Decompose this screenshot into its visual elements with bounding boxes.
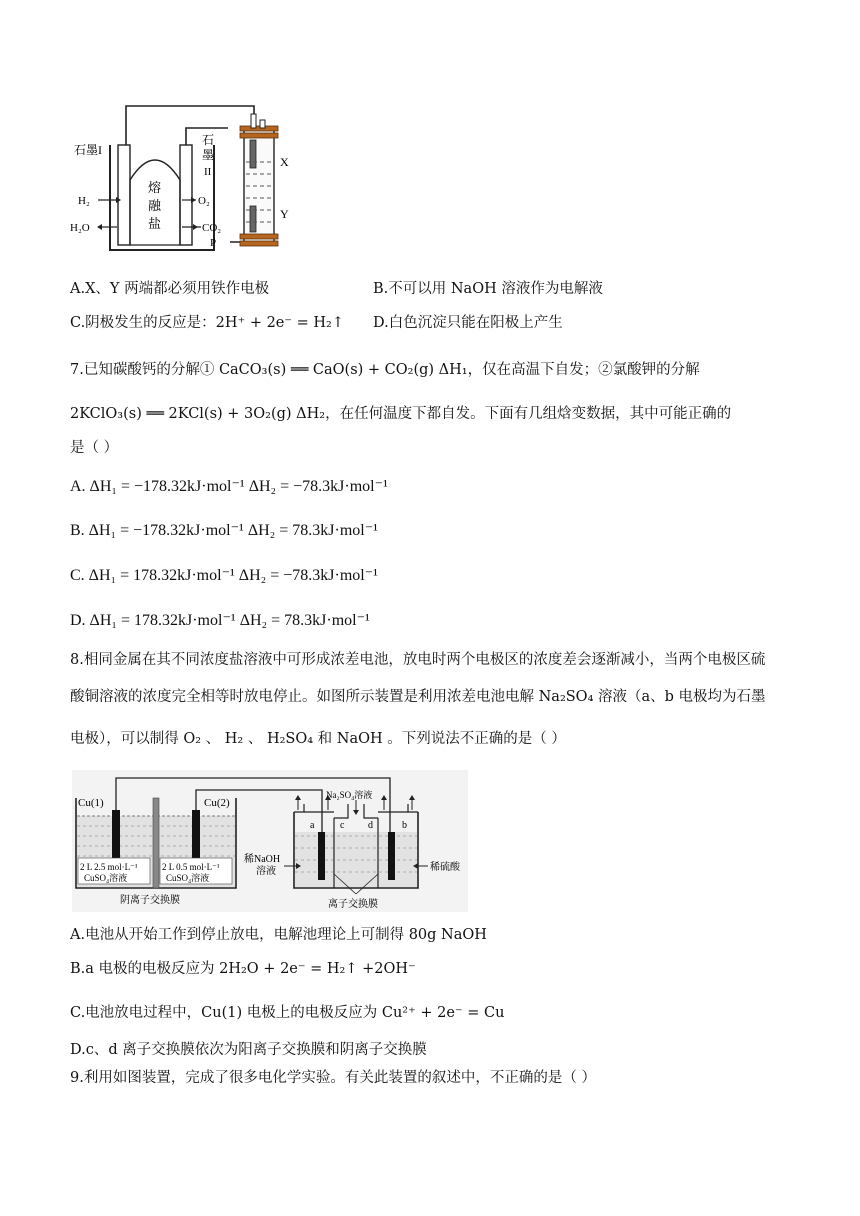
label-na2so4: Na₂SO₄溶液 [326,790,373,800]
label-naoh-2: 溶液 [256,866,276,877]
label-c: c [340,820,345,831]
label-b: b [402,820,407,831]
q6-option-d: D.白色沉淀只能在阳极上产生 [373,315,563,331]
label-x: X [280,155,289,169]
label-ion-membrane: 离子交换膜 [328,899,378,910]
fuel-cell-diagram [68,100,298,265]
label-graphite1: 石墨I [74,143,102,157]
q6-option-a: A.X、Y 两端都必须用铁作电极 [70,281,270,297]
label-graphite2-b: 墨 [202,148,215,162]
figure-concentration-cell [72,770,468,912]
label-cu1: Cu(1) [78,797,104,809]
q6-option-b: B.不可以用 NaOH 溶液作为电解液 [373,281,603,297]
label-y: Y [280,207,289,221]
label-o2: O₂ [198,195,210,207]
q7-option-a: A. ΔH₁ = −178.32kJ·mol⁻¹ ΔH₂ = −78.3kJ·mol⁻¹ [70,478,388,495]
label-sol1-conc: 2 L 2.5 mol·L⁻¹ [80,862,138,872]
q9-stem-line1: 9.利用如图装置，完成了很多电化学实验。有关此装置的叙述中，不正确的是（ ） [70,1070,596,1086]
q8-option-b: B.a 电极的电极反应为 2H₂O + 2e⁻ = H₂↑ +2OH⁻ [70,961,416,977]
label-h2: H₂ [78,195,90,207]
q7-option-c: C. ΔH₁ = 178.32kJ·mol⁻¹ ΔH₂ = −78.3kJ·mol⁻¹ [70,567,378,584]
figure-fuel-cell [68,100,298,265]
label-p: P [210,237,217,249]
label-salt-3: 盐 [148,216,162,231]
concentration-cell-diagram [72,770,468,912]
q8-stem-line1: 8.相同金属在其不同浓度盐溶液中可形成浓差电池，放电时两个电极区的浓度差会逐渐减小，当两个电极区硫 [70,652,766,668]
label-naoh-1: 稀NaOH [244,854,281,865]
label-h2so4: 稀硫酸 [430,862,460,873]
q7-stem-line3: 是（ ） [70,440,119,456]
q7-option-d: D. ΔH₁ = 178.32kJ·mol⁻¹ ΔH₂ = 78.3kJ·mol⁻¹ [70,612,370,629]
label-co2: CO₂ [202,222,222,234]
q8-option-d: D.c、d 离子交换膜依次为阳离子交换膜和阴离子交换膜 [70,1042,427,1058]
q8-stem-line3: 电极），可以制得 O₂ 、 H₂ 、 H₂SO₄ 和 NaOH 。下列说法不正确的是（ ） [70,731,566,747]
q8-option-a: A.电池从开始工作到停止放电，电解池理论上可制得 80g NaOH [70,927,487,943]
label-sol1-name: CuSO₄溶液 [84,873,128,883]
label-sol2-name: CuSO₄溶液 [166,873,210,883]
label-h2o: H₂O [70,222,90,234]
q7-stem-line1: 7.已知碳酸钙的分解① CaCO₃(s) ══ CaO(s) + CO₂(g) ΔH₁，仅在高温下自发；②氯酸钾的分解 [70,362,700,378]
q7-option-b: B. ΔH₁ = −178.32kJ·mol⁻¹ ΔH₂ = 78.3kJ·mol⁻¹ [70,522,378,539]
q8-stem-line2: 酸铜溶液的浓度完全相等时放电停止。如图所示装置是利用浓差电池电解 Na₂SO₄ 溶液（a、b 电极均为石墨 [70,689,766,705]
label-anion-membrane: 阴离子交换膜 [120,895,180,906]
label-salt-2: 融 [148,198,162,213]
q6-option-c: C.阴极发生的反应是：2H⁺ + 2e⁻ = H₂↑ [70,315,345,331]
q7-stem-line2: 2KClO₃(s) ══ 2KCl(s) + 3O₂(g) ΔH₂，在任何温度下都自发。下面有几组焓变数据，其中可能正确的 [70,406,732,422]
label-a: a [310,820,315,831]
q8-option-c: C.电池放电过程中，Cu(1) 电极上的电极反应为 Cu²⁺ + 2e⁻ = Cu [70,1005,505,1021]
label-graphite2-c: II [204,166,212,178]
label-salt-1: 熔 [148,180,162,195]
label-d: d [368,820,373,831]
label-graphite2-a: 石 [202,133,215,147]
label-sol2-conc: 2 L 0.5 mol·L⁻¹ [162,862,220,872]
label-cu2: Cu(2) [204,797,230,809]
